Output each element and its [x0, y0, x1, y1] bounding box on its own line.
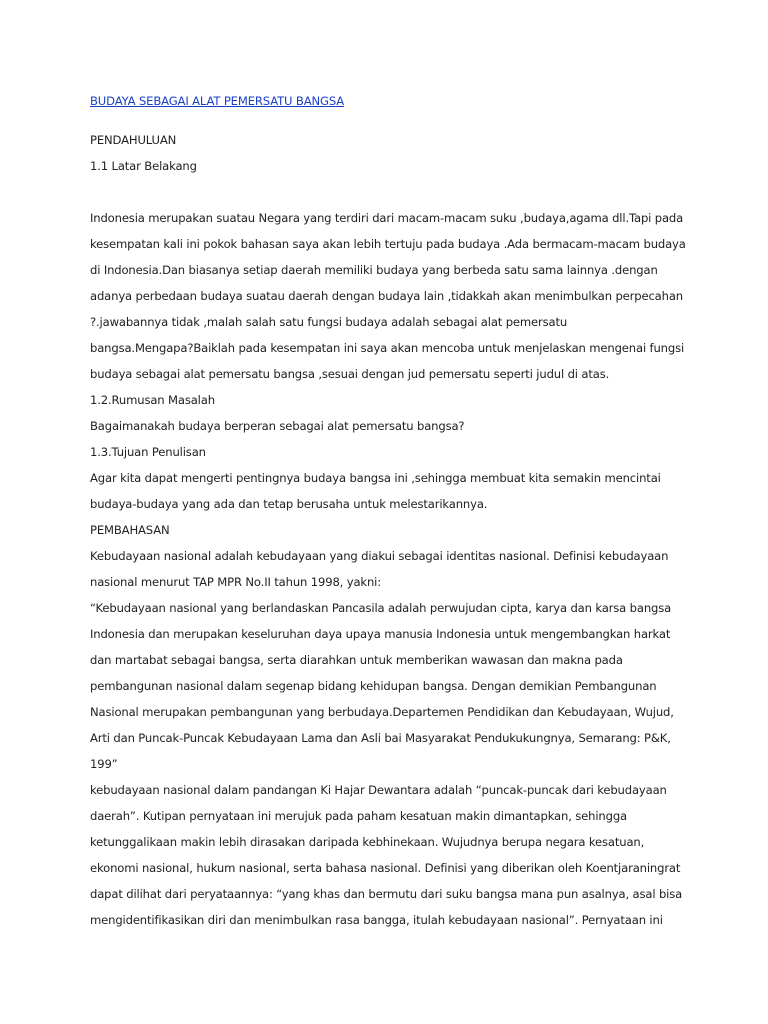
quote-line: Indonesia dan merupakan keseluruhan daya upaya manusia Indonesia untuk mengembangkan harkat [90, 627, 671, 641]
paragraph-line: budaya-budaya yang ada dan tetap berusaha untuk melestarikannya. [90, 497, 488, 511]
subsection-heading: 1.1 Latar Belakang [90, 159, 197, 173]
section-heading: PEMBAHASAN [90, 523, 170, 537]
paragraph-line: ?.jawabannya tidak ,malah salah satu fungsi budaya adalah sebagai alat pemersatu [90, 315, 568, 329]
paragraph-line: ekonomi nasional, hukum nasional, serta bahasa nasional. Definisi yang diberikan oleh Koentjaraningrat [90, 861, 681, 875]
subsection-heading: 1.2.Rumusan Masalah [90, 393, 215, 407]
quote-line: dan martabat sebagai bangsa, serta diarahkan untuk memberikan wawasan dan makna pada [90, 653, 623, 667]
quote-line: 199” [90, 757, 118, 771]
paragraph-line: kebudayaan nasional dalam pandangan Ki Hajar Dewantara adalah “puncak-puncak dari kebudayaan [90, 783, 667, 797]
paragraph-line: ketunggalikaan makin lebih dirasakan daripada kebhinekaan. Wujudnya berupa negara kesatuan, [90, 835, 645, 849]
quote-line: pembangunan nasional dalam segenap bidang kehidupan bangsa. Dengan demikian Pembangunan [90, 679, 657, 693]
paragraph-line: Kebudayaan nasional adalah kebudayaan yang diakui sebagai identitas nasional. Definisi kebudayaan [90, 549, 669, 563]
section-heading: PENDAHULUAN [90, 133, 177, 147]
paragraph-line: Bagaimanakah budaya berperan sebagai alat pemersatu bangsa? [90, 419, 465, 433]
paragraph-line: di Indonesia.Dan biasanya setiap daerah memiliki budaya yang berbeda satu sama lainnya .dengan [90, 263, 658, 277]
paragraph-line: nasional menurut TAP MPR No.II tahun 1998, yakni: [90, 575, 381, 589]
paragraph-line: budaya sebagai alat pemersatu bangsa ,sesuai dengan jud pemersatu seperti judul di atas. [90, 367, 610, 381]
quote-line: Arti dan Puncak-Puncak Kebudayaan Lama dan Asli bai Masyarakat Pendukukungnya, Semarang: P&K, [90, 731, 671, 745]
quote-line: “Kebudayaan nasional yang berlandaskan Pancasila adalah perwujudan cipta, karya dan karsa bangsa [90, 601, 672, 615]
paragraph-line: Indonesia merupakan suatau Negara yang terdiri dari macam-macam suku ,budaya,agama dll.Tapi pada [90, 211, 684, 225]
document-title-link[interactable]: BUDAYA SEBAGAI ALAT PEMERSATU BANGSA [90, 94, 345, 108]
paragraph-line: dapat dilihat dari peryataannya: “yang khas dan bermutu dari suku bangsa mana pun asalnya, asal bisa [90, 887, 683, 901]
paragraph-line: mengidentifikasikan diri dan menimbulkan rasa bangga, itulah kebudayaan nasional”. Pernyataan ini [90, 913, 663, 927]
paragraph-line: kesempatan kali ini pokok bahasan saya akan lebih tertuju pada budaya .Ada bermacam-macam budaya [90, 237, 686, 251]
quote-line: Nasional merupakan pembangunan yang berbudaya.Departemen Pendidikan dan Kebudayaan, Wujud, [90, 705, 674, 719]
paragraph-line: adanya perbedaan budaya suatau daerah dengan budaya lain ,tidakkah akan menimbulkan perpecahan [90, 289, 683, 303]
paragraph-line: daerah”. Kutipan pernyataan ini merujuk pada paham kesatuan makin dimantapkan, sehingga [90, 809, 627, 823]
paragraph-line: Agar kita dapat mengerti pentingnya budaya bangsa ini ,sehingga membuat kita semakin mencintai [90, 471, 661, 485]
paragraph-line: bangsa.Mengapa?Baiklah pada kesempatan ini saya akan mencoba untuk menjelaskan mengenai fungsi [90, 341, 685, 355]
subsection-heading: 1.3.Tujuan Penulisan [90, 445, 206, 459]
